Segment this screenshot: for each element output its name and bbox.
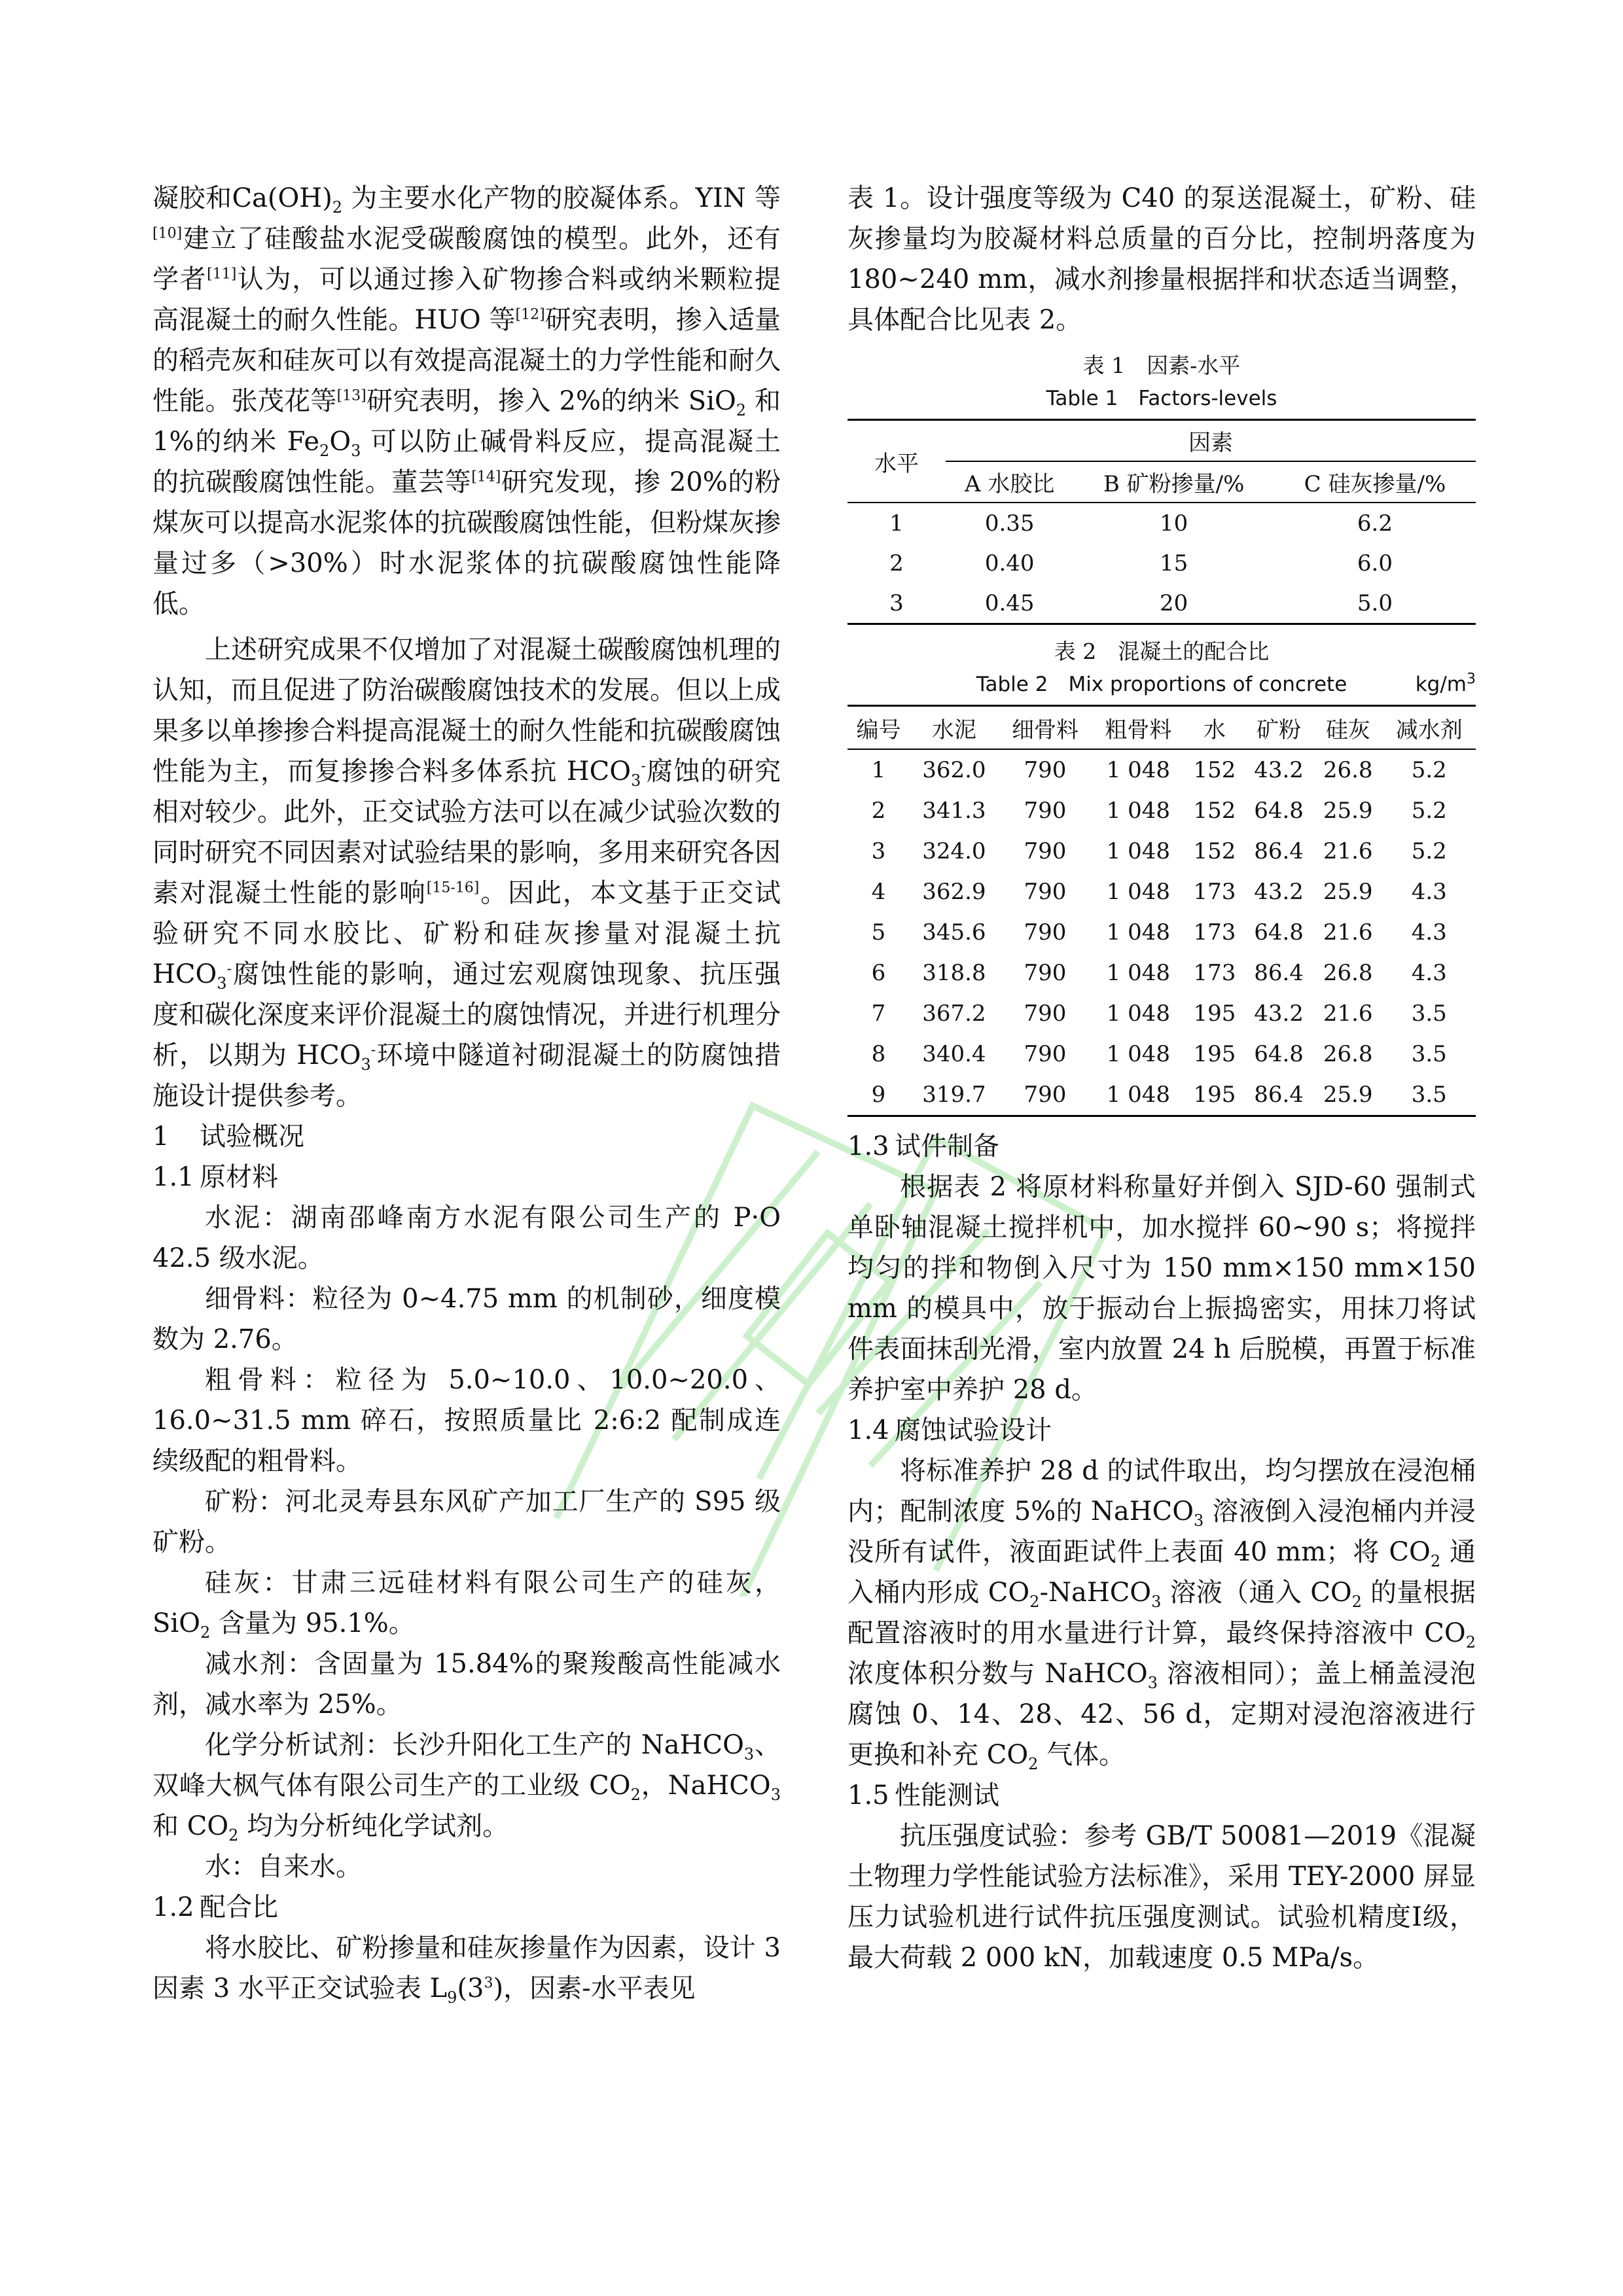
table-cell: 790 [1024,838,1067,864]
table-row [847,831,1476,872]
table-cell: 1 048 [1106,960,1171,986]
table-cell: 3.5 [1411,1082,1447,1108]
table-cell: 64.8 [1254,1041,1304,1067]
table-row [847,993,1476,1034]
table-cell: 86.4 [1254,960,1304,986]
table2-mix-proportions [847,705,1476,1117]
table-cell: 362.9 [922,879,986,905]
mix-design-continued: 表 1。设计强度等级为 C40 的泵送混凝土，矿粉、硅灰掺量均为胶凝材料总质量的百分比，控制坍落度为 180~240 mm，减水剂掺量根据拌和状态适当调整，具体配合比见表 2。 [847,183,1476,335]
table-cell: 3.5 [1411,1000,1447,1027]
table-cell: 195 [1193,1041,1236,1067]
left-column [152,178,781,2009]
table-cell: 1 048 [1106,1041,1171,1067]
material-chemicals: 化学分析试剂：长沙升阳化工生产的 NaHCO$_3$、双峰大枫气体有限公司生产的工业级 $CO_2$，NaHCO$_3$ 和 $CO_2$ 均为分析纯化学试剂。 [152,1730,781,1845]
table-cell: 5.2 [1411,757,1447,783]
table-cell: 318.8 [922,960,986,986]
table-cell: 1 048 [1106,798,1171,824]
table-cell: 5.2 [1411,798,1447,824]
table-cell: 195 [1193,1000,1236,1027]
table-cell: 790 [1024,1041,1067,1067]
table1-factors-levels [847,419,1476,625]
table-row [847,872,1476,912]
table-cell: 6.2 [1357,510,1393,537]
table-cell: 2 [871,798,886,824]
specimen-preparation: 根据表 2 将原材料称量好并倒入 SJD-60 强制式单卧轴混凝土搅拌机中，加水搅拌 60~90 s；将搅拌均匀的拌和物倒入尺寸为 150 mm×150 mm×150 mm 的模具中，放于振动台上振捣密实，用抹刀将试件表面抹刮光滑，室内放置 24 h 后脱模，再置于标准养护室中养护 28 d。 [847,1172,1476,1405]
table1-header-level: 水平 [847,420,946,503]
material-fine-aggregate: 细骨料：粒径为 0~4.75 mm 的机制砂，细度模数为 2.76。 [152,1284,781,1354]
table-cell: 64.8 [1254,919,1304,945]
table-cell: 173 [1193,879,1236,905]
section-heading-1-3: 1.3 试件制备 [847,1131,999,1161]
table2-header-col: 粗骨料 [1092,706,1185,750]
table-row [847,543,1476,583]
table-cell: 43.2 [1254,1000,1304,1027]
table-cell: 9 [871,1082,886,1108]
table1-header-col: B 矿粉掺量/% [1073,461,1274,503]
table2-header-col: 水 [1185,706,1245,750]
table-cell: 4 [871,879,886,905]
table-cell: 21.6 [1323,919,1373,945]
table-cell: 21.6 [1323,1000,1373,1027]
table-cell: 0.45 [984,590,1035,616]
table-cell: 319.7 [922,1082,986,1108]
corrosion-test-design: 将标准养护 28 d 的试件取出，均匀摆放在浸泡桶内；配制浓度 5%的 NaHCO$_3$ 溶液倒入浸泡桶内并浸没所有试件，液面距试件上表面 40 mm；将 $CO_2$ 通入桶内形成 $CO_2-NaHCO_3$ 溶液（通入 $CO_2$ 的量根据配置溶液时的用水量进行计算，最终保持溶液中 $CO_2$ 浓度体积分数与 NaHCO$_3$ 溶液相同）；盖上桶盖浸泡腐蚀 0、14、28、42、56 d，定期对浸泡溶液进行更换和补充 $CO_2$ 气体。 [847,1456,1476,1773]
table-cell: 3 [871,838,886,864]
table-cell: 0.40 [984,550,1035,576]
table-cell: 341.3 [922,798,986,824]
table-cell: 362.0 [922,757,986,783]
table-row [847,953,1476,993]
material-coarse-aggregate: 粗骨料：粒径为 5.0~10.0、10.0~20.0、16.0~31.5 mm 碎石，按照质量比 2:6:2 配制成连续级配的粗骨料。 [152,1365,781,1476]
table2-header-col: 水泥 [910,706,999,750]
table-cell: 1 048 [1106,919,1171,945]
table-cell: 152 [1193,838,1236,864]
table2-caption-row [847,668,1476,701]
table-cell: 6.0 [1357,550,1393,576]
table-cell: 152 [1193,798,1236,824]
table-cell: 1 048 [1106,1000,1171,1027]
table2-header-col: 减水剂 [1383,706,1476,750]
section-heading-1-4: 1.4 腐蚀试验设计 [847,1415,1052,1445]
right-column [847,178,1476,1978]
table-cell: 1 048 [1106,838,1171,864]
table-cell: 790 [1024,1082,1067,1108]
table-cell: 1 048 [1106,879,1171,905]
performance-test: 抗压强度试验：参考 GB/T 50081—2019《混凝土物理力学性能试验方法标准》，采用 TEY-2000 屏显压力试验机进行试件抗压强度测试。试验机精度Ⅰ级，最大荷载 2 000 kN，加载速度 0.5 MPa/s。 [847,1821,1476,1973]
table-cell: 4.3 [1411,879,1447,905]
table-cell: 2 [889,550,904,576]
table-cell: 6 [871,960,886,986]
table-cell: 64.8 [1254,798,1304,824]
table-cell: 4.3 [1411,960,1447,986]
table-cell: 25.9 [1323,879,1373,905]
table-cell: 790 [1024,919,1067,945]
section-heading-1-1: 1.1 原材料 [152,1162,278,1192]
material-water: 水：自来水。 [205,1852,362,1882]
table-cell: 43.2 [1254,879,1304,905]
table2-header-col: 硅灰 [1313,706,1383,750]
table-cell: 790 [1024,798,1067,824]
table-cell: 1 [889,510,904,537]
table-cell: 790 [1024,960,1067,986]
table-cell: 25.9 [1323,1082,1373,1108]
material-slag: 矿粉：河北灵寿县东风矿产加工厂生产的 S95 级矿粉。 [152,1487,781,1557]
table-cell: 1 048 [1106,757,1171,783]
table-row [847,790,1476,831]
table2-caption-en: Table 2 Mix proportions of concrete [976,673,1347,696]
table-row [847,503,1476,543]
table2-header-col: 细骨料 [999,706,1092,750]
table-cell: 26.8 [1323,757,1373,783]
intro-paragraph-2: 上述研究成果不仅增加了对混凝土碳酸腐蚀机理的认知，而且促进了防治碳酸腐蚀技术的发展。但以上成果多以单掺掺合料提高混凝土的耐久性能和抗碳酸腐蚀性能为主，而复掺掺合料多体系抗 $HCO_3^-$腐蚀的研究相对较少。此外，正交试验方法可以在减少试验次数的同时研究不同因素对试验结果的影响，多用来研究各因素对混凝土性能的影响[15-16]。因此，本文基于正交试验研究不同水胶比、矿粉和硅灰掺量对混凝土抗 $HCO_3^-$腐蚀性能的影响，通过宏观腐蚀现象、抗压强度和碳化深度来评价混凝土的腐蚀情况，并进行机理分析，以期为 $HCO_3^-$环境中隧道衬砌混凝土的防腐蚀措施设计提供参考。 [152,635,781,1111]
table-cell: 345.6 [922,919,986,945]
intro-paragraph-1: 凝胶和$Ca(OH)_2$ 为主要水化产物的胶凝体系。YIN 等[10]建立了硅酸盐水泥受碳酸腐蚀的模型。此外，还有学者[11]认为，可以通过掺入矿物掺合料或纳米颗粒提高混凝土的耐久性能。HUO 等[12]研究表明，掺入适量的稻壳灰和硅灰可以有效提高混凝土的力学性能和耐久性能。张茂花等[13]研究表明，掺入 2%的纳米 SiO$_2$ 和 1%的纳米 $Fe_2O_3$ 可以防止碱骨料反应，提高混凝土的抗碳酸腐蚀性能。董芸等[14]研究发现，掺 20%的粉煤灰可以提高水泥浆体的抗碳酸腐蚀性能，但粉煤灰掺量过多（>30%）时水泥浆体的抗碳酸腐蚀性能降低。 [152,183,781,619]
table-row [847,749,1476,790]
table-cell: 790 [1024,1000,1067,1027]
table-cell: 173 [1193,960,1236,986]
table-cell: 15 [1160,550,1188,576]
table1-caption-en: Table 1 Factors-levels [1046,387,1277,410]
table-row [847,912,1476,953]
table-cell: 1 048 [1106,1082,1171,1108]
table-cell: 5 [871,919,886,945]
table-cell: 367.2 [922,1000,986,1027]
material-silica-fume: 硅灰：甘肃三远硅材料有限公司生产的硅灰，SiO$_2$ 含量为 95.1%。 [152,1568,781,1642]
table-cell: 86.4 [1254,838,1304,864]
section-heading-1-2: 1.2 配合比 [152,1892,278,1922]
table-cell: 8 [871,1041,886,1067]
material-cement: 水泥：湖南邵峰南方水泥有限公司生产的 P·O 42.5 级水泥。 [152,1203,781,1273]
table-cell: 790 [1024,757,1067,783]
table-cell: 324.0 [922,838,986,864]
table-cell: 0.35 [984,510,1035,537]
table-cell: 20 [1160,590,1188,616]
material-water-reducer: 减水剂：含固量为 15.84%的聚羧酸高性能减水剂，减水率为 25%。 [152,1649,781,1720]
table2-unit: $kg/m^3$ [1415,671,1476,696]
table2-caption-cn: 表 2 混凝土的配合比 [1054,639,1270,664]
table-cell: 86.4 [1254,1082,1304,1108]
table-cell: 5.2 [1411,838,1447,864]
section-heading-1: 1 试验概况 [152,1122,304,1152]
table-cell: 152 [1193,757,1236,783]
table-cell: 25.9 [1323,798,1373,824]
table-cell: 173 [1193,919,1236,945]
table-row [847,1074,1476,1116]
table1-caption-cn: 表 1 因素-水平 [1082,353,1241,378]
table-row [847,1034,1476,1074]
table2-header-col: 矿粉 [1244,706,1313,750]
table-cell: 26.8 [1323,1041,1373,1067]
table-cell: 4.3 [1411,919,1447,945]
table-cell: 21.6 [1323,838,1373,864]
table-row [847,583,1476,624]
table2-header-col: 编号 [847,706,910,750]
section-heading-1-5: 1.5 性能测试 [847,1780,999,1810]
mix-design-paragraph: 将水胶比、矿粉掺量和硅灰掺量作为因素，设计 3 因素 3 水平正交试验表 $L_9(3^3)$，因素-水平表见 [152,1933,781,2007]
table-cell: 1 [871,757,886,783]
table-cell: 5.0 [1357,590,1393,616]
table-cell: 3.5 [1411,1041,1447,1067]
table-cell: 790 [1024,879,1067,905]
table-cell: 340.4 [922,1041,986,1067]
table-cell: 195 [1193,1082,1236,1108]
table1-header-factor: 因素 [1188,430,1233,456]
table1-header-col: A 水胶比 [946,461,1073,503]
table1-header-col: C 硅灰掺量/% [1274,461,1476,503]
table-cell: 3 [889,590,904,616]
table-cell: 43.2 [1254,757,1304,783]
table-cell: 7 [871,1000,886,1027]
table-cell: 10 [1160,510,1188,537]
table-cell: 26.8 [1323,960,1373,986]
